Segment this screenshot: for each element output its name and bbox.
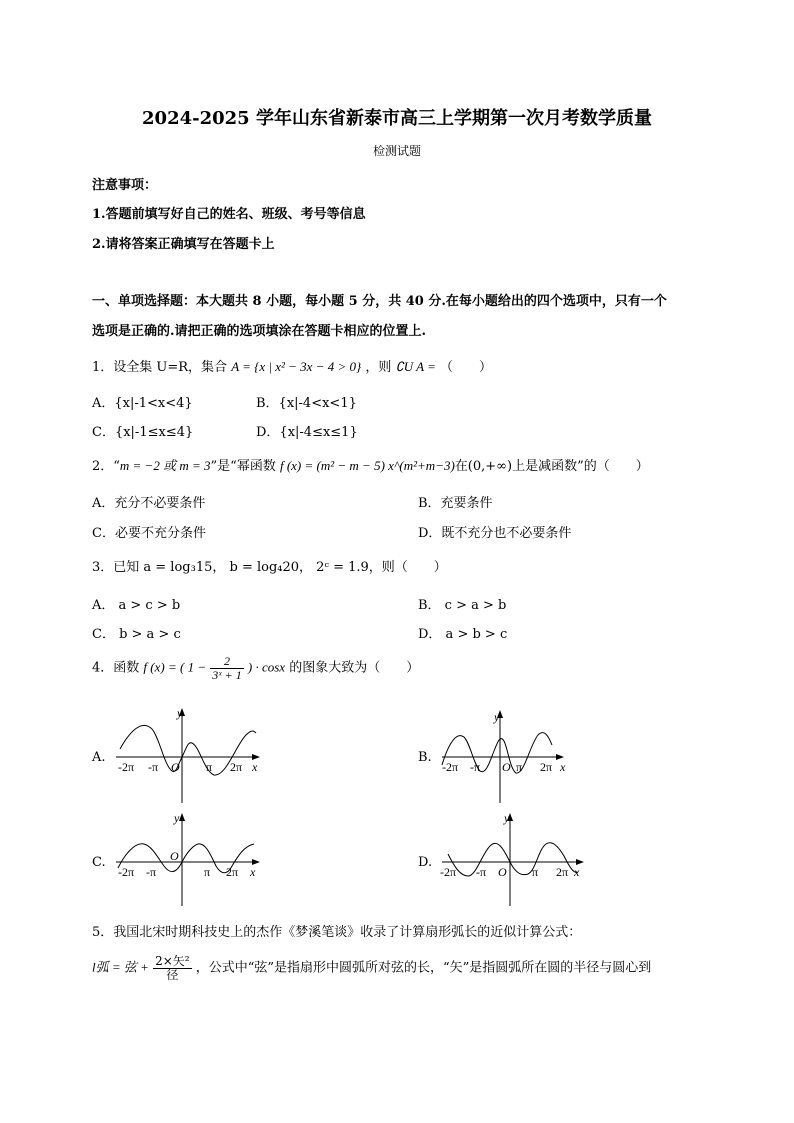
- graph-c-tick-2pi: 2π: [226, 865, 239, 879]
- question-1: [92, 356, 492, 375]
- q4-frac-den: 3ˣ + 1: [212, 667, 242, 682]
- q2-condition: m = −2 或 m = 3: [119, 458, 211, 473]
- q4-func-left: f (x) = ( 1 −: [143, 659, 207, 675]
- question-5-line2: [92, 955, 651, 981]
- graph-d-y-label: y: [504, 811, 510, 825]
- section1-line1: 一、单项选择题：本大题共 8 小题，每小题 5 分，共 40 分.在每小题给出的四个选项中，只有一个: [92, 294, 667, 309]
- graph-b-tick-2pi: 2π: [540, 760, 553, 774]
- graph-b-y-label: y: [494, 710, 500, 724]
- q2-option-a[interactable]: A．充分不必要条件: [92, 496, 206, 511]
- graph-d-tick-2pi: 2π: [556, 865, 569, 879]
- q4-graph-a[interactable]: [112, 705, 264, 805]
- q2-option-d[interactable]: D．既不充分也不必要条件: [418, 526, 572, 541]
- q4-graph-d[interactable]: [438, 810, 590, 908]
- q4-fraction: [210, 655, 243, 681]
- graph-c-tick-pi: π: [204, 865, 211, 879]
- q4-graph-c[interactable]: [112, 810, 264, 908]
- q2-option-b[interactable]: B．充要条件: [418, 496, 493, 511]
- graph-d-tick-neg2pi: -2π: [440, 865, 457, 879]
- q3-option-b[interactable]: B． c > a > b: [418, 598, 507, 613]
- notice-item-2: 2.请将答案正确填写在答题卡上: [92, 237, 275, 252]
- graph-a-x-label: x: [252, 760, 258, 774]
- q3-option-d[interactable]: D． a > b > c: [418, 627, 508, 642]
- q4-suffix: 的图象大致为（ ）: [289, 660, 420, 676]
- q1-option-b[interactable]: B．{x|-4<x<1}: [256, 396, 357, 411]
- q5-line2-text: ，公式中“弦”是指扇形中圆弧所对弦的长，“矢”是指圆弧所在圆的半径与圆心到: [195, 960, 652, 976]
- q5-frac-num: 2×矢²: [155, 954, 190, 968]
- q1-complement: ∁U A =: [395, 359, 436, 374]
- q2-tail: 在(0,+∞)上是减函数”的（ ）: [454, 459, 649, 474]
- graph-d-tick-pi: π: [532, 865, 539, 879]
- graph-d-x-label: x: [574, 865, 580, 879]
- q4-func-right: ) · cosx: [247, 659, 286, 675]
- q1-option-d[interactable]: D．{x|-4≤x≤1}: [256, 425, 358, 440]
- graph-a-tick-pi: π: [206, 760, 213, 774]
- question-3: 3．已知 a = log₃15， b = log₄20， 2ᶜ = 1.9，则（ ）: [92, 560, 447, 575]
- graph-d-origin: O: [498, 865, 507, 879]
- q5-fraction: [153, 955, 192, 981]
- graph-c-y-label: y: [174, 811, 180, 825]
- q4-option-d-label[interactable]: D.: [418, 855, 433, 870]
- q4-graph-b[interactable]: [438, 705, 590, 805]
- graph-b-tick-neg2pi: -2π: [442, 760, 459, 774]
- q5-frac-den: 径: [166, 967, 179, 982]
- notice-item-1: 1.答题前填写好自己的姓名、班级、考号等信息: [92, 207, 366, 222]
- q1-suffix: （ ）: [440, 360, 493, 375]
- q2-mid: ”是“幂函数: [210, 459, 276, 474]
- q4-option-a-label[interactable]: A.: [92, 750, 106, 765]
- graph-a-tick-negpi: -π: [148, 760, 159, 774]
- q1-prefix: 1．设全集 U=R，集合: [92, 360, 228, 375]
- q3-option-c[interactable]: C． b > a > c: [92, 627, 181, 642]
- graph-b-tick-pi: π: [516, 760, 523, 774]
- q1-option-a[interactable]: A．{x|-1<x<4}: [92, 396, 193, 411]
- graph-c-origin: O: [170, 849, 179, 863]
- section1-line2: 选项是正确的.请把正确的选项填涂在答题卡相应的位置上.: [92, 324, 427, 339]
- page-title: 2024-2025 学年山东省新泰市高三上学期第一次月考数学质量: [142, 108, 652, 129]
- graph-b-origin: O: [502, 760, 511, 774]
- graph-d-tick-negpi: -π: [476, 865, 487, 879]
- q4-prefix: 4．函数: [92, 660, 140, 676]
- graph-a-tick-neg2pi: -2π: [118, 760, 135, 774]
- question-5-line1: 5．我国北宋时期科技史上的杰作《梦溪笔谈》收录了计算扇形弧长的近似计算公式：: [92, 925, 582, 940]
- graph-c-tick-neg2pi: -2π: [118, 865, 135, 879]
- q2-prefix: 2．“: [92, 459, 120, 474]
- q4-option-c-label[interactable]: C.: [92, 855, 106, 870]
- q5-formula-lhs: l弧 = 弦 +: [92, 959, 149, 975]
- graph-a-y-label: y: [177, 706, 183, 720]
- q4-frac-num: 2: [210, 655, 243, 669]
- graph-a-origin: O: [171, 760, 180, 774]
- graph-c-tick-negpi: -π: [146, 865, 157, 879]
- question-2: [92, 455, 649, 474]
- graph-b-tick-negpi: -π: [470, 760, 481, 774]
- q4-option-b-label[interactable]: B.: [418, 750, 432, 765]
- question-4: [92, 655, 419, 681]
- notice-heading: 注意事项：: [92, 178, 158, 193]
- page-subtitle: 检测试题: [372, 144, 421, 158]
- q1-mid: ，则: [365, 360, 392, 375]
- q1-option-c[interactable]: C．{x|-1≤x≤4}: [92, 425, 194, 440]
- graph-a-tick-2pi: 2π: [230, 760, 243, 774]
- q2-option-c[interactable]: C．必要不充分条件: [92, 526, 206, 541]
- graph-b-x-label: x: [560, 760, 566, 774]
- graph-c-x-label: x: [250, 865, 256, 879]
- q2-function: f (x) = (m² − m − 5) x^(m²+m−3): [279, 458, 455, 473]
- q1-set: A = {x | x² − 3x − 4 > 0}: [231, 359, 362, 374]
- q3-option-a[interactable]: A． a > c > b: [92, 598, 181, 613]
